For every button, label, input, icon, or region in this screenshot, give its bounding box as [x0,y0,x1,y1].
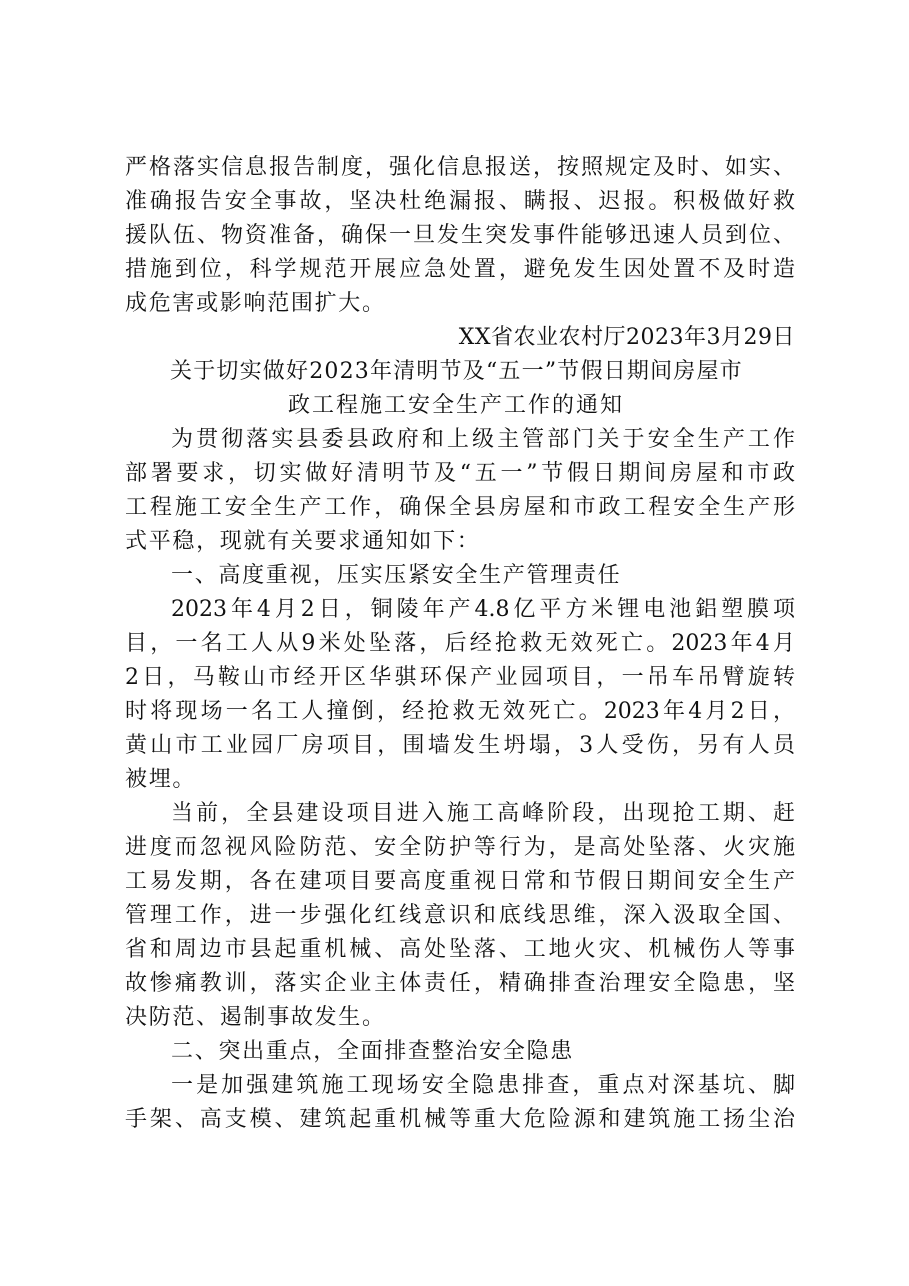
paragraph-line: 管理工作，进一步强化红线意识和底线思维，深入汲取全国、 [125,903,795,928]
section-heading-2: 二、突出重点，全面排查整治安全隐患 [171,1039,574,1064]
paragraph-line: 工易发期，各在建项目要高度重视日常和节假日期间安全生产 [125,869,795,894]
paragraph-line: 当前，全县建设项目进入施工高峰阶段，出现抢工期、赶 [171,801,795,826]
paragraph-line: 准确报告安全事故，坚决杜绝漏报、瞒报、迟报。积极做好救 [125,189,795,214]
paragraph-line: 工程施工安全生产工作，确保全县房屋和市政工程安全生产形 [125,495,795,520]
notice-title-line-2: 政工程施工安全生产工作的通知 [288,393,625,418]
paragraph-line: 援队伍、物资准备，确保一旦发生突发事件能够迅速人员到位、 [125,223,795,248]
paragraph-line: 被埋。 [125,767,197,792]
paragraph-line: 措施到位，科学规范开展应急处置，避免发生因处置不及时造 [125,257,795,282]
paragraph-line: 为贯彻落实县委县政府和上级主管部门关于安全生产工作 [171,427,795,452]
paragraph-line: 部署要求，切实做好清明节及“五一”节假日期间房屋和市政 [125,461,795,486]
section-heading-1: 一、高度重视，压实压紧安全生产管理责任 [171,563,622,588]
paragraph-line: 进度而忽视风险防范、安全防护等行为，是高处坠落、火灾施 [125,835,795,860]
paragraph-line: 黄山市工业园厂房项目，围墙发生坍塌，3人受伤，另有人员 [125,733,795,758]
paragraph-line: 2023年4月2日，铜陵年产4.8亿平方米锂电池鋁塑膜项 [171,597,795,622]
paragraph-line: 故惨痛教训，落实企业主体责任，精确排查治理安全隐患，坚 [125,971,795,996]
paragraph-line: 时将现场一名工人撞倒，经抢救无效死亡。2023年4月2日， [125,699,795,724]
paragraph-line: 严格落实信息报告制度，强化信息报送，按照规定及时、如实、 [125,155,795,180]
signature-date-line: XX省农业农村厅2023年3月29日 [458,325,795,350]
paragraph-line: 一是加强建筑施工现场安全隐患排查，重点对深基坑、脚 [171,1073,795,1098]
paragraph-line: 决防范、遏制事故发生。 [125,1005,386,1030]
paragraph-line: 目，一名工人从9米处坠落，后经抢救无效死亡。2023年4月 [125,631,795,656]
notice-title-line-1: 关于切实做好2023年清明节及“五一”节假日期间房屋市 [170,359,743,384]
paragraph-line: 2日，马鞍山市经开区华骐环保产业园项目，一吊车吊臂旋转 [125,665,795,690]
paragraph-line: 成危害或影响范围扩大。 [125,291,386,316]
paragraph-line: 式平稳，现就有关要求通知如下： [125,529,481,554]
paragraph-line: 省和周边市县起重机械、高处坠落、工地火灾、机械伤人等事 [125,937,795,962]
paragraph-line: 手架、高支模、建筑起重机械等重大危险源和建筑施工扬尘治 [125,1107,795,1132]
